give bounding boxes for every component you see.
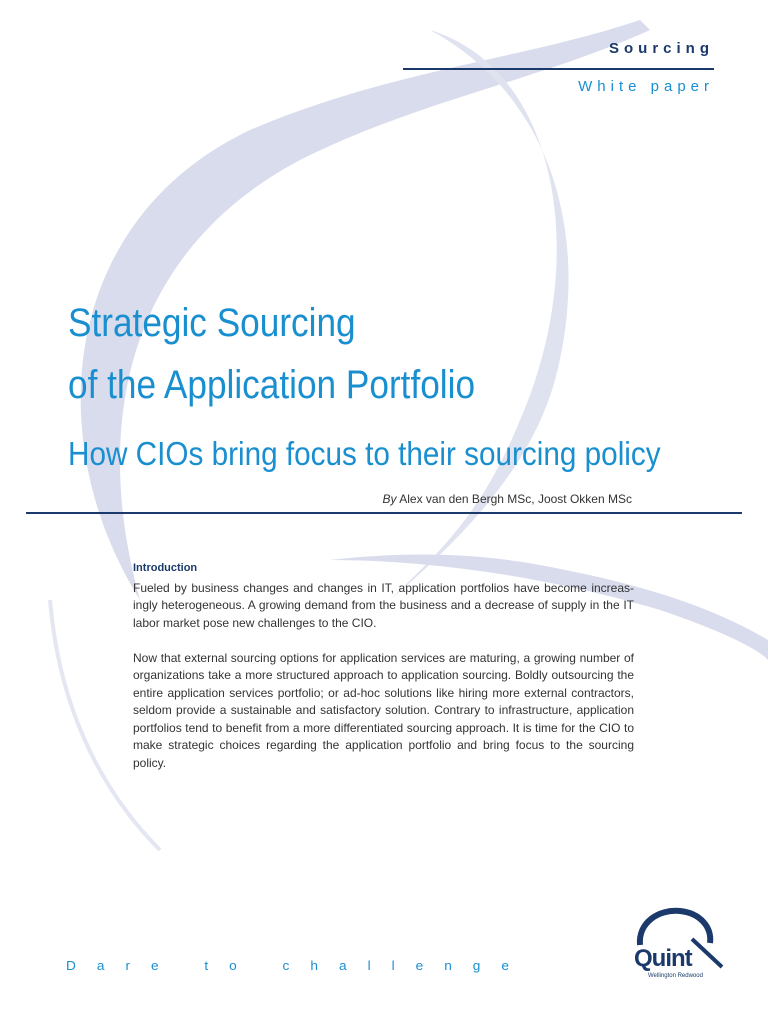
introduction-section	[133, 560, 634, 790]
footer-tagline: Dare to challenge	[66, 958, 531, 973]
byline-prefix: By	[382, 492, 397, 506]
quint-logo	[630, 905, 730, 985]
main-rule	[26, 512, 742, 514]
introduction-paragraph-2: Now that external sourcing options for application services are maturing, a growing number of organizations take a more structured approach to application sourcing. Boldly outsourcing the entire application services portfolio; or ad-hoc solutions like hiring more external contractors, seldom provide a sustainable and satisfactory solution. Contrary to infrastructure, application portfolios tend to benefit from a more differentiated sourcing approach. It is time for the CIO to make strategic choices regarding the application portfolio and bring focus to the sourcing policy.	[133, 650, 634, 770]
logo-subtitle: Wellington Redwood	[648, 973, 703, 979]
introduction-paragraph-1: Fueled by business changes and changes in IT, application portfolios have become increas-ingly heterogeneous. A growing demand from the business and a decrease of supply in the IT labor market pose new challenges to the CIO.	[133, 580, 634, 630]
page-subtitle: How CIOs bring focus to their sourcing policy	[68, 435, 661, 472]
introduction-heading: Introduction	[133, 562, 198, 574]
logo-name: Quint	[634, 945, 692, 972]
title-line-2: of the Application Portfolio	[68, 363, 476, 407]
header-doc-type: White paper	[578, 78, 714, 95]
header-rule	[403, 68, 714, 70]
title-line-1: Strategic Sourcing	[68, 301, 356, 345]
byline	[340, 492, 632, 506]
page-title	[68, 292, 475, 416]
byline-authors: Alex van den Bergh MSc, Joost Okken MSc	[399, 492, 632, 506]
header-category: Sourcing	[608, 40, 714, 57]
